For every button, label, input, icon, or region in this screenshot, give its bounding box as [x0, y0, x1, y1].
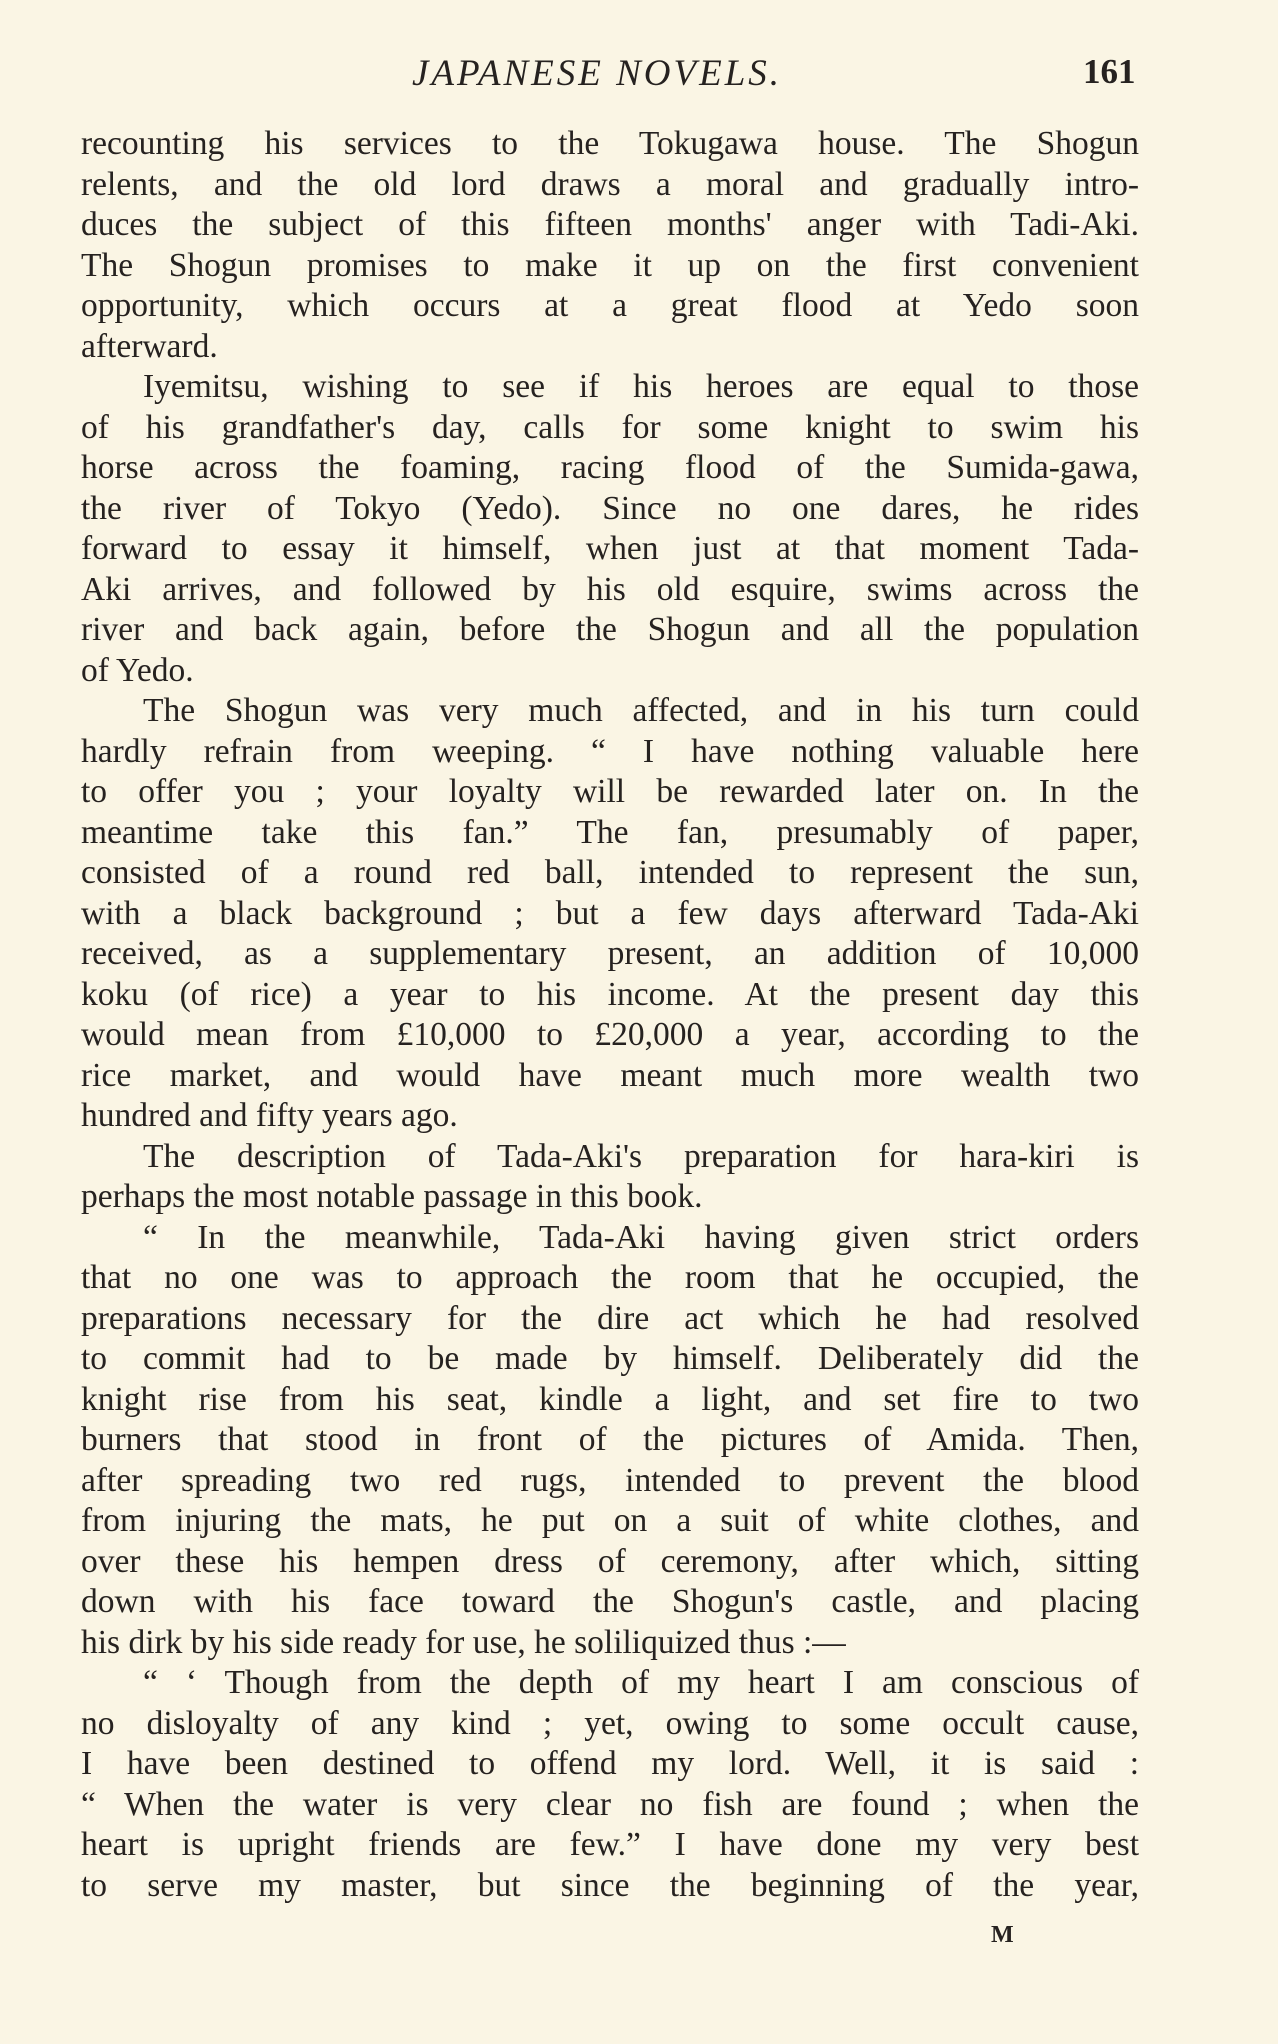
text-line: over these his hempen dress of ceremony, after which, sitting: [81, 1542, 1139, 1580]
text-line: to offer you ; your loyalty will be rewarded later on. In the: [81, 773, 1139, 810]
text-line: “ In the meanwhile, Tada-Aki having given strict orders: [143, 1218, 1139, 1256]
text-line: consisted of a round red ball, intended to represent the sun,: [81, 854, 1139, 891]
text-line: hardly refrain from weeping. “ I have nothing valuable here: [81, 732, 1139, 770]
text-line: received, as a supplementary present, an addition of 10,000: [81, 935, 1139, 972]
text-line: to commit had to be made by himself. Deliberately did the: [81, 1340, 1139, 1377]
text-line: of his grandfather's day, calls for some knight to swim his: [81, 408, 1139, 446]
text-line: I have been destined to offend my lord. Well, it is said :: [81, 1745, 1139, 1782]
text-line: “ When the water is very clear no fish are found ; when the: [81, 1785, 1139, 1823]
page-header: [0, 46, 1278, 96]
text-line: perhaps the most notable passage in this book.: [81, 1178, 703, 1215]
text-line: knight rise from his seat, kindle a light, and set fire to two: [81, 1380, 1139, 1418]
text-line: his dirk by his side ready for use, he soliliquized thus :—: [81, 1623, 846, 1661]
text-line: opportunity, which occurs at a great flood at Yedo soon: [81, 287, 1139, 324]
running-head: JAPANESE NOVELS.: [412, 53, 783, 94]
text-line: meantime take this fan.” The fan, presumably of paper,: [81, 813, 1139, 851]
text-line: down with his face toward the Shogun's castle, and placing: [81, 1583, 1139, 1620]
text-line: afterward.: [81, 327, 218, 365]
text-line: horse across the foaming, racing flood of the Sumida-gawa,: [81, 449, 1139, 486]
text-line: heart is upright friends are few.” I have done my very best: [81, 1826, 1139, 1863]
text-line: forward to essay it himself, when just at that moment Tada-: [81, 530, 1139, 567]
body-text: [81, 124, 1139, 1906]
text-line: duces the subject of this fifteen months' anger with Tadi-Aki.: [81, 206, 1139, 243]
text-line: hundred and fifty years ago.: [81, 1097, 458, 1134]
text-line: from injuring the mats, he put on a suit of white clothes, and: [81, 1502, 1139, 1539]
text-line: burners that stood in front of the pictures of Amida. Then,: [81, 1421, 1139, 1458]
page-number: 161: [1083, 52, 1136, 91]
text-line: that no one was to approach the room that he occupied, the: [81, 1259, 1139, 1296]
text-line: no disloyalty of any kind ; yet, owing to some occult cause,: [81, 1704, 1139, 1742]
text-line: river and back again, before the Shogun and all the population: [81, 611, 1139, 648]
text-line: with a black background ; but a few days afterward Tada-Aki: [81, 894, 1139, 932]
text-line: “ ‘ Though from the depth of my heart I am conscious of: [143, 1664, 1139, 1701]
text-line: recounting his services to the Tokugawa house. The Shogun: [81, 125, 1139, 162]
text-line: relents, and the old lord draws a moral and gradually intro-: [81, 165, 1139, 203]
text-line: The Shogun promises to make it up on the first convenient: [81, 246, 1139, 284]
text-line: koku (of rice) a year to his income. At the present day this: [81, 975, 1139, 1013]
text-line: The description of Tada-Aki's preparation for hara-kiri is: [143, 1137, 1139, 1175]
text-line: rice market, and would have meant much more wealth two: [81, 1056, 1139, 1094]
text-line: would mean from £10,000 to £20,000 a year, according to the: [81, 1016, 1139, 1053]
text-line: of Yedo.: [81, 651, 194, 689]
text-line: preparations necessary for the dire act which he had resolved: [81, 1299, 1139, 1337]
signature-mark: M: [991, 1922, 1015, 1948]
text-line: the river of Tokyo (Yedo). Since no one dares, he rides: [81, 489, 1139, 527]
text-line: after spreading two red rugs, intended to prevent the blood: [81, 1461, 1139, 1499]
text-line: to serve my master, but since the beginning of the year,: [81, 1866, 1139, 1904]
text-line: Aki arrives, and followed by his old esquire, swims across the: [81, 570, 1139, 608]
text-line: The Shogun was very much affected, and in his turn could: [143, 692, 1139, 729]
text-line: Iyemitsu, wishing to see if his heroes are equal to those: [143, 368, 1139, 405]
